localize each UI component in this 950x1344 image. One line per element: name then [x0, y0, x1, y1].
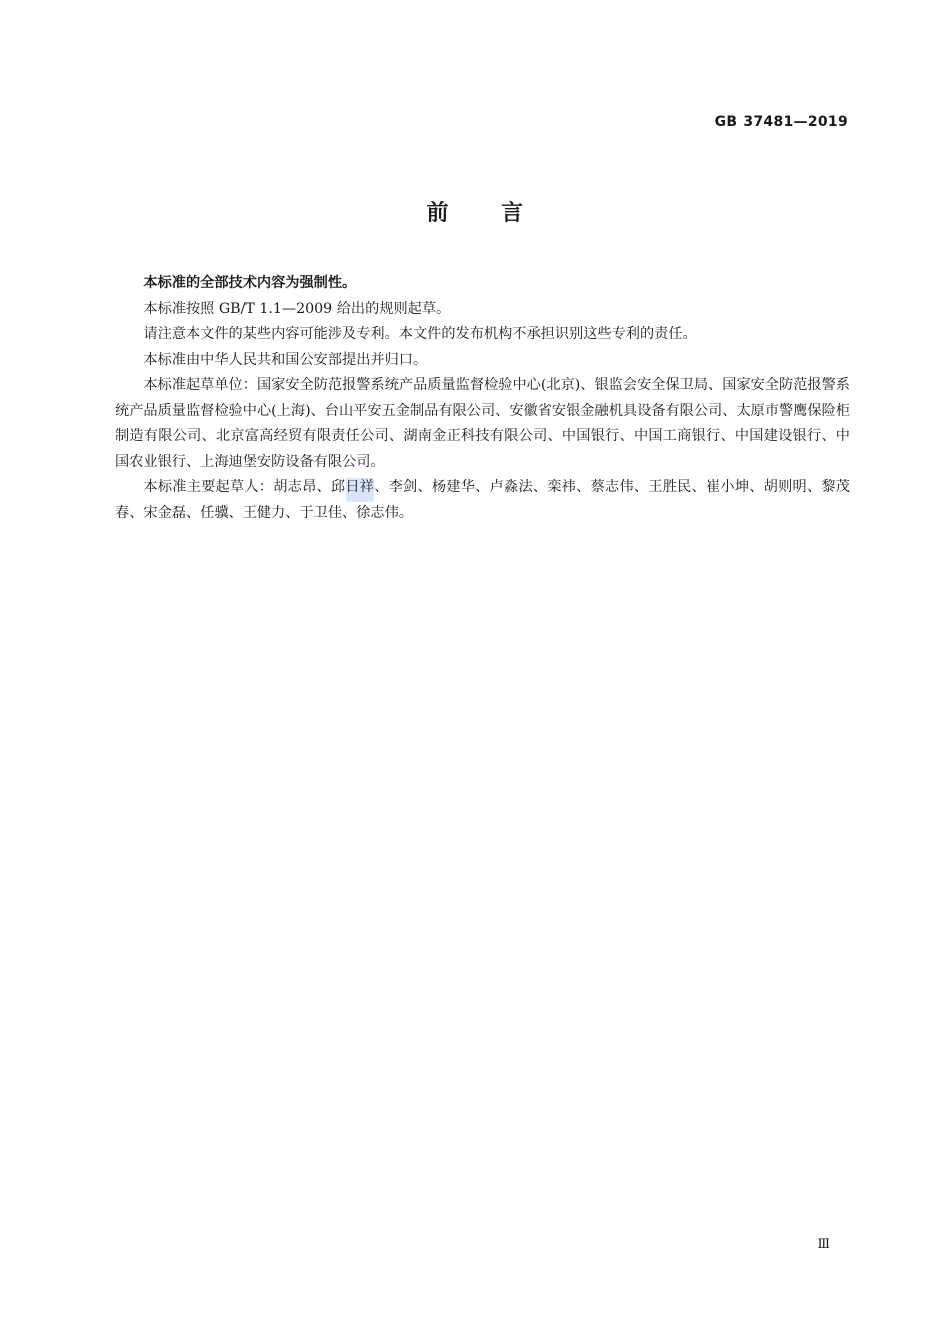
title-char-1: 前	[426, 201, 449, 226]
paragraph-proposer: 本标准由中华人民共和国公安部提出并归口。	[143, 351, 428, 368]
title-char-2: 言	[501, 201, 524, 226]
paragraph-mandatory-statement: 本标准的全部技术内容为强制性。	[143, 275, 357, 291]
standard-prefix: GB	[714, 114, 738, 130]
paragraph-drafting-rules: 本标准按照 GB/T 1.1—2009 给出的规则起草。	[143, 300, 451, 317]
paragraph-drafting-units: 本标准起草单位：国家安全防范报警系统产品质量监督检验中心(北京)、银监会安全保卫局、国家安全防范报警系统产品质量监督检验中心(上海)、台山平安五金制品有限公司、安徽省安银金融机具设备有限公司、太原市警鹰保险柜制造有限公司、北京富高经贸有限责任公司、湖南金正科技有限公司、中国银行、中国工商银行、中国建设银行、中国农业银行、上海迪堡安防设备有限公司。	[115, 377, 850, 470]
paragraph-drafters: 本标准主要起草人：胡志昂、邱日祥、李剑、杨建华、卢淼法、栾祎、蔡志伟、王胜民、崔小坤、胡则明、黎茂春、宋金磊、任骥、王健力、于卫佳、徐志伟。	[115, 479, 850, 521]
foreword-body	[115, 271, 850, 526]
standard-number	[715, 114, 848, 130]
standard-code: 37481—2019	[743, 114, 848, 130]
page-number: Ⅲ	[817, 1237, 830, 1252]
page-title	[0, 196, 950, 227]
paragraph-patent-notice: 请注意本文件的某些内容可能涉及专利。本文件的发布机构不承担识别这些专利的责任。	[143, 326, 697, 342]
